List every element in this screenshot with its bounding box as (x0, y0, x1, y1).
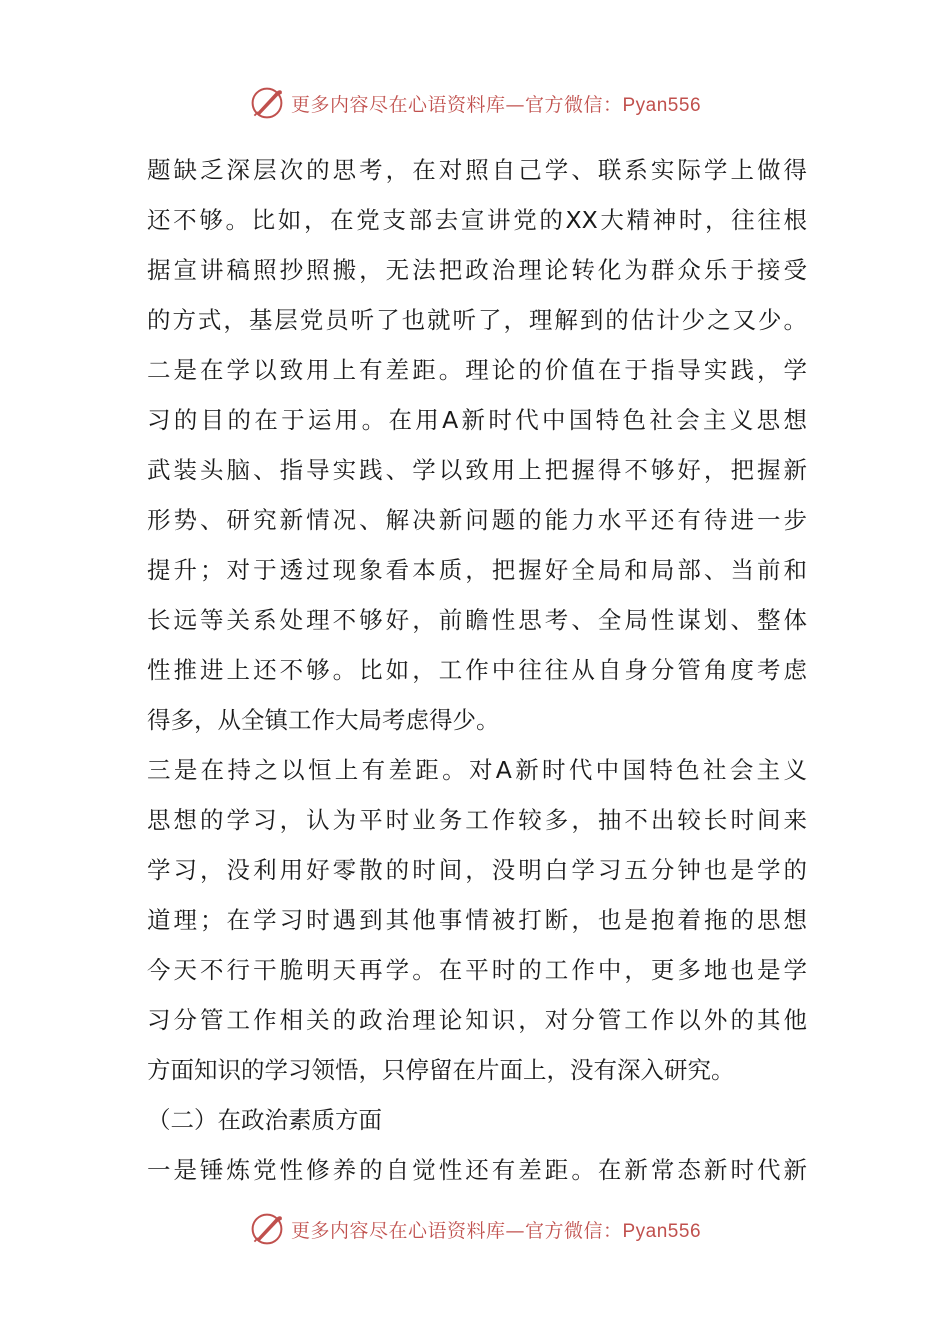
text-line: 习的目的在于运用。在用A新时代中国特色社会主义思想 (147, 406, 807, 434)
text-line: 题缺乏深层次的思考，在对照自己学、联系实际学上做得 (147, 156, 807, 184)
text-line: 性推进上还不够。比如，工作中往往从自身分管角度考虑 (147, 656, 807, 684)
quill-pen-logo-icon (249, 85, 285, 121)
text-line: 二是在学以致用上有差距。理论的价值在于指导实践，学 (147, 356, 807, 384)
text-line: 习分管工作相关的政治理论知识，对分管工作以外的其他 (147, 1006, 807, 1034)
text-line: 方面知识的学习领悟，只停留在片面上，没有深入研究。 (147, 1056, 735, 1084)
text-line: 今天不行干脆明天再学。在平时的工作中，更多地也是学 (147, 956, 807, 984)
text-line: 道理；在学习时遇到其他事情被打断，也是抱着拖的思想 (147, 906, 807, 934)
text-line: 形势、研究新情况、解决新问题的能力水平还有待进一步 (147, 506, 807, 534)
quill-pen-logo-icon (249, 1211, 285, 1247)
footer-watermark (0, 1209, 950, 1249)
text-line: （二）在政治素质方面 (147, 1106, 382, 1134)
text-line: 思想的学习，认为平时业务工作较多，抽不出较长时间来 (147, 806, 807, 834)
text-line: 长远等关系处理不够好，前瞻性思考、全局性谋划、整体 (147, 606, 807, 634)
text-line: 提升；对于透过现象看本质，把握好全局和局部、当前和 (147, 556, 807, 584)
document-body (147, 145, 807, 1195)
watermark-text: 更多内容尽在心语资料库—官方微信：Pyan556 (290, 93, 702, 116)
text-line: 武装头脑、指导实践、学以致用上把握得不够好，把握新 (147, 456, 807, 484)
wechat-id: Pyan556 (622, 1220, 702, 1242)
header-watermark (0, 83, 950, 123)
text-line: 一是锤炼党性修养的自觉性还有差距。在新常态新时代新 (147, 1156, 807, 1184)
text-line: 还不够。比如，在党支部去宣讲党的XX大精神时，往往根 (147, 206, 807, 234)
wechat-id: Pyan556 (622, 94, 702, 116)
text-line: 得多，从全镇工作大局考虑得少。 (147, 706, 500, 734)
text-line: 学习，没利用好零散的时间，没明白学习五分钟也是学的 (147, 856, 807, 884)
text-line: 的方式，基层党员听了也就听了，理解到的估计少之又少。 (147, 306, 807, 334)
watermark-text: 更多内容尽在心语资料库—官方微信：Pyan556 (290, 1219, 702, 1242)
text-line: 据宣讲稿照抄照搬，无法把政治理论转化为群众乐于接受 (147, 256, 807, 284)
text-line: 三是在持之以恒上有差距。对A新时代中国特色社会主义 (147, 756, 807, 784)
